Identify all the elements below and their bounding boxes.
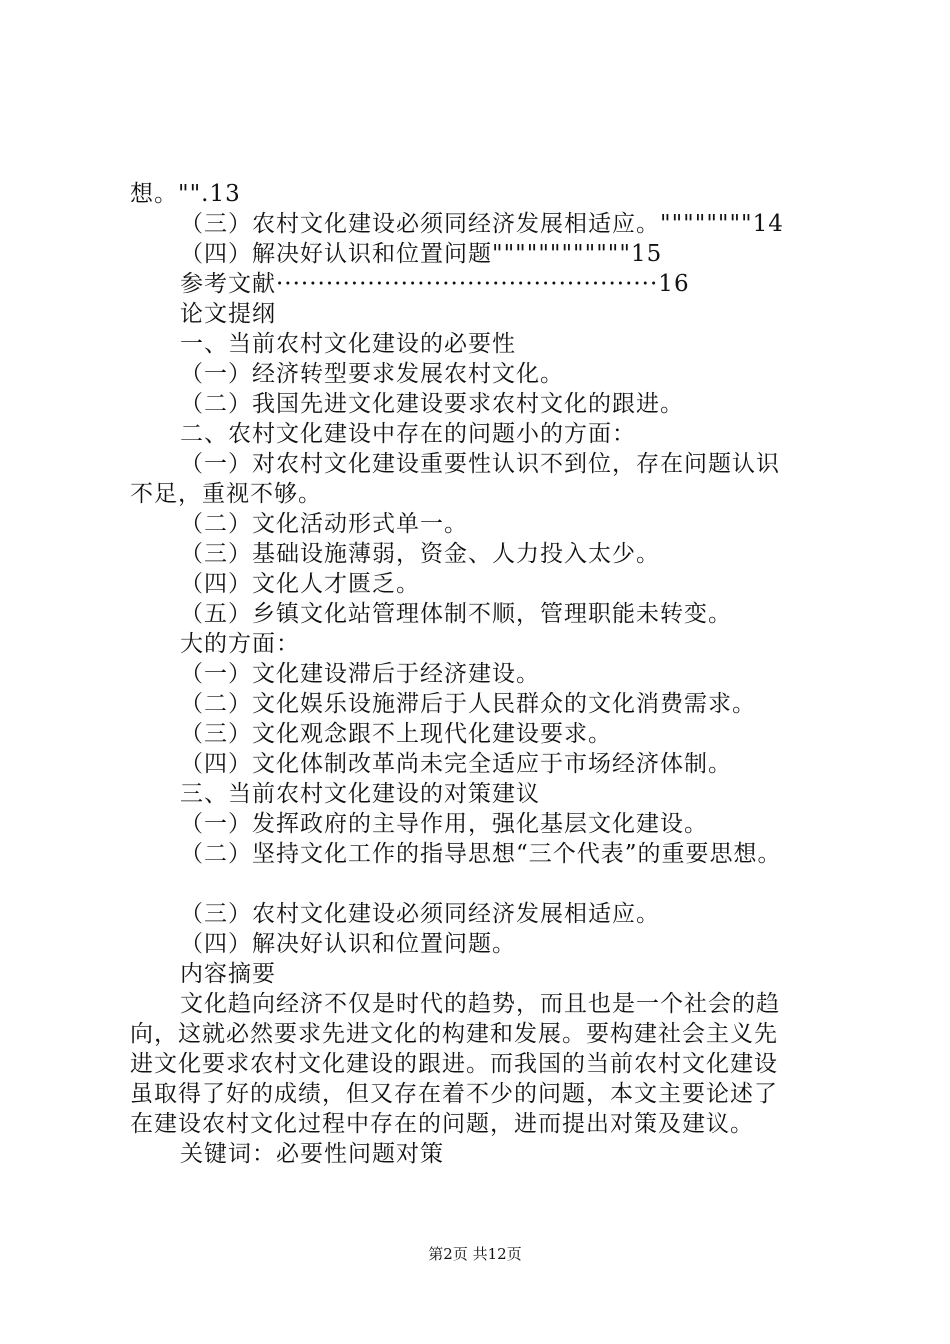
text-line-5: 论文提纲 (180, 301, 276, 327)
text-line-19: （三）文化观念跟不上现代化建设要求。 (180, 721, 612, 747)
text-line-20: （四）文化体制改革尚未完全适应于市场经济体制。 (180, 751, 732, 777)
text-line-31: 在建设农村文化过程中存在的问题，进而提出对策及建议。 (130, 1111, 754, 1137)
text-line-22: （一）发挥政府的主导作用，强化基层文化建设。 (180, 811, 708, 837)
text-line-24: （三）农村文化建设必须同经济发展相适应。 (180, 901, 660, 927)
text-line-15: （五）乡镇文化站管理体制不顺，管理职能未转变。 (180, 601, 732, 627)
text-line-11: 不足，重视不够。 (130, 481, 322, 507)
text-line-16: 大的方面： (180, 631, 300, 657)
text-line-8: （二）我国先进文化建设要求农村文化的跟进。 (180, 391, 684, 417)
text-line-30: 虽取得了好的成绩，但又存在着不少的问题，本文主要论述了 (130, 1081, 778, 1107)
text-line-32: 关键词：必要性问题对策 (180, 1141, 444, 1167)
text-line-13: （三）基础设施薄弱，资金、人力投入太少。 (180, 541, 660, 567)
text-line-29: 进文化要求农村文化建设的跟进。而我国的当前农村文化建设 (130, 1051, 778, 1077)
text-line-26: 内容摘要 (180, 961, 276, 987)
text-line-9: 二、农村文化建设中存在的问题小的方面： (180, 421, 636, 447)
text-line-27: 文化趋向经济不仅是时代的趋势，而且也是一个社会的趋 (180, 991, 780, 1017)
text-line-10: （一）对农村文化建设重要性认识不到位，存在问题认识 (180, 451, 780, 477)
text-line-2: （三）农村文化建设必须同经济发展相适应。""""""""14 (180, 211, 784, 237)
text-line-25: （四）解决好认识和位置问题。 (180, 931, 516, 957)
text-line-7: （一）经济转型要求发展农村文化。 (180, 361, 564, 387)
text-line-17: （一）文化建设滞后于经济建设。 (180, 661, 540, 687)
text-line-28: 向，这就必然要求先进文化的构建和发展。要构建社会主义先 (130, 1021, 778, 1047)
text-line-3: （四）解决好认识和位置问题""""""""""""15 (180, 241, 663, 267)
text-line-4: 参考文献··············································16 (180, 271, 690, 297)
text-line-18: （二）文化娱乐设施滞后于人民群众的文化消费需求。 (180, 691, 756, 717)
text-line-12: （二）文化活动形式单一。 (180, 511, 468, 537)
page-footer: 第2页 共12页 (428, 1245, 522, 1263)
text-line-1: 想。"".13 (130, 181, 241, 207)
text-line-23: （二）坚持文化工作的指导思想“三个代表”的重要思想。 (180, 841, 782, 867)
text-line-14: （四）文化人才匮乏。 (180, 571, 420, 597)
text-line-21: 三、当前农村文化建设的对策建议 (180, 781, 540, 807)
text-line-6: 一、当前农村文化建设的必要性 (180, 331, 516, 357)
